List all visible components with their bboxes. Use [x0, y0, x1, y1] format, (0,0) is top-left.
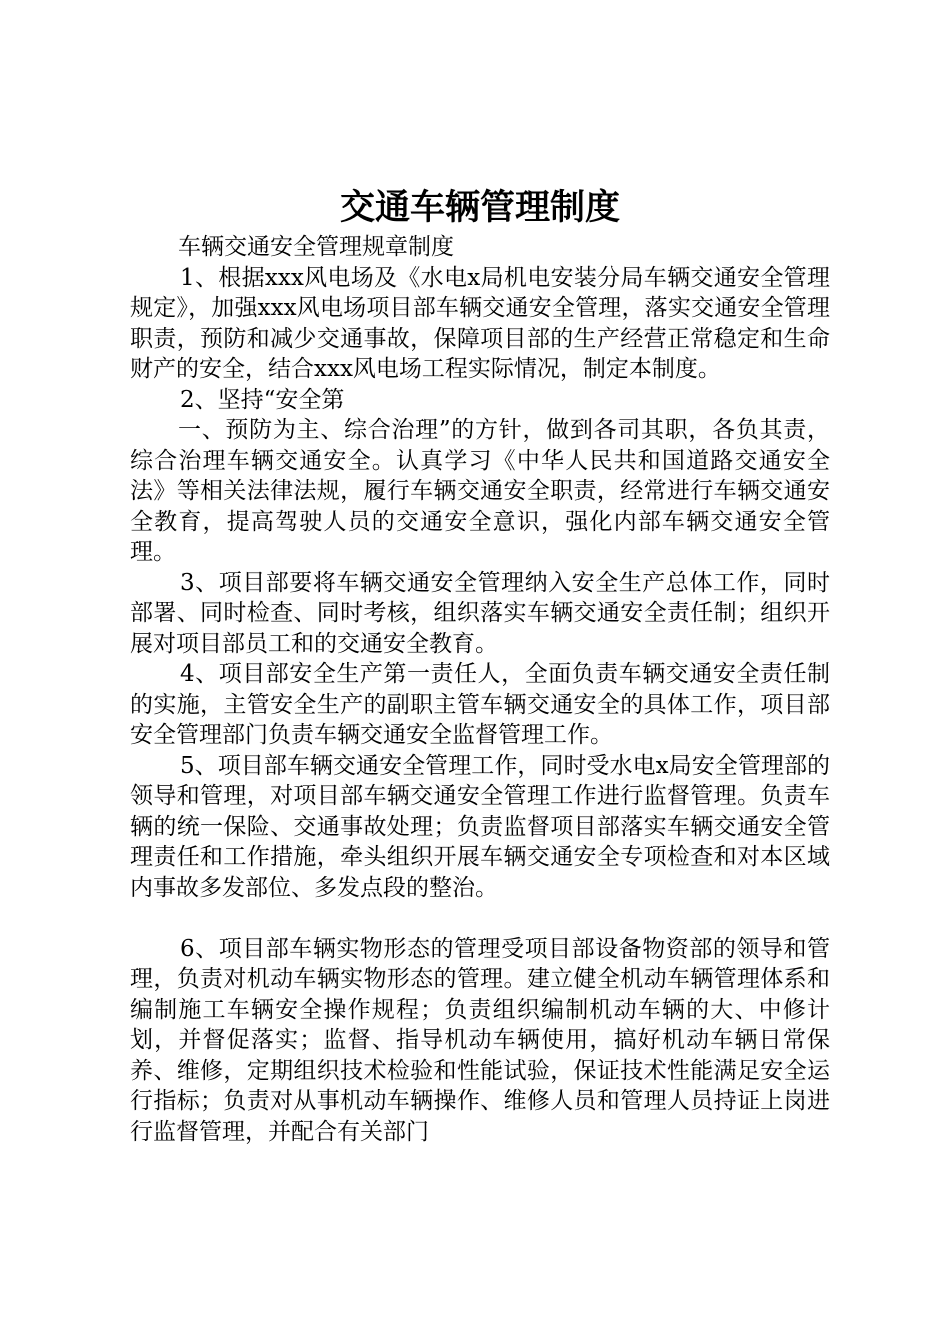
paragraph-2: 2、坚持“安全第: [180, 386, 345, 413]
paragraph-5: 4、项目部安全生产第一责任人，全面负责车辆交通安全责任制的实施，主管安全生产的副职主管车辆交通安全的具体工作，项目部安全管理部门负责车辆交通安全监督管理工作。: [130, 661, 830, 748]
paragraph-7: 6、项目部车辆实物形态的管理受项目部设备物资部的领导和管理，负责对机动车辆实物形态的管理。建立健全机动车辆管理体系和编制施工车辆安全操作规程；负责组织编制机动车辆的大、中修计划，并督促落实；监督、指导机动车辆使用，搞好机动车辆日常保养、维修，定期组织技术检验和性能试验，保证技术性能满足安全运行指标；负责对从事机动车辆操作、维修人员和管理人员持证上岗进行监督管理，并配合有关部门: [130, 935, 830, 1145]
document-title: 交通车辆管理制度: [339, 188, 620, 228]
paragraph-4: 3、项目部要将车辆交通安全管理纳入安全生产总体工作，同时部署、同时检查、同时考核，组织落实车辆交通安全责任制；组织开展对项目部员工和的交通安全教育。: [130, 569, 830, 657]
paragraph-1: 1、根据xxx风电场及《水电x局机电安装分局车辆交通安全管理规定》，加强xxx风电场项目部车辆交通安全管理，落实交通安全管理职责，预防和减少交通事故，保障项目部的生产经营正常稳定和生命财产的安全，结合xxx风电场工程实际情况，制定本制度。: [130, 264, 830, 382]
section-heading: 车辆交通安全管理规章制度: [178, 234, 454, 260]
document-body: [130, 232, 830, 1147]
paragraph-3: 一、预防为主、综合治理”的方针，做到各司其职，各负其责，综合治理车辆交通安全。认真学习《中华人民共和国道路交通安全法》等相关法律法规，履行车辆交通安全职责，经常进行车辆交通安全教育，提高驾驶人员的交通安全意识，强化内部车辆交通安全管理。: [130, 417, 830, 565]
paragraph-6: 5、项目部车辆交通安全管理工作，同时受水电x局安全管理部的领导和管理，对项目部车辆交通安全管理工作进行监督管理。负责车辆的统一保险、交通事故处理；负责监督项目部落实车辆交通安全管理责任和工作措施，牵头组织开展车辆交通安全专项检查和对本区域内事故多发部位、多发点段的整治。: [130, 752, 830, 901]
blank-line: [130, 903, 830, 934]
